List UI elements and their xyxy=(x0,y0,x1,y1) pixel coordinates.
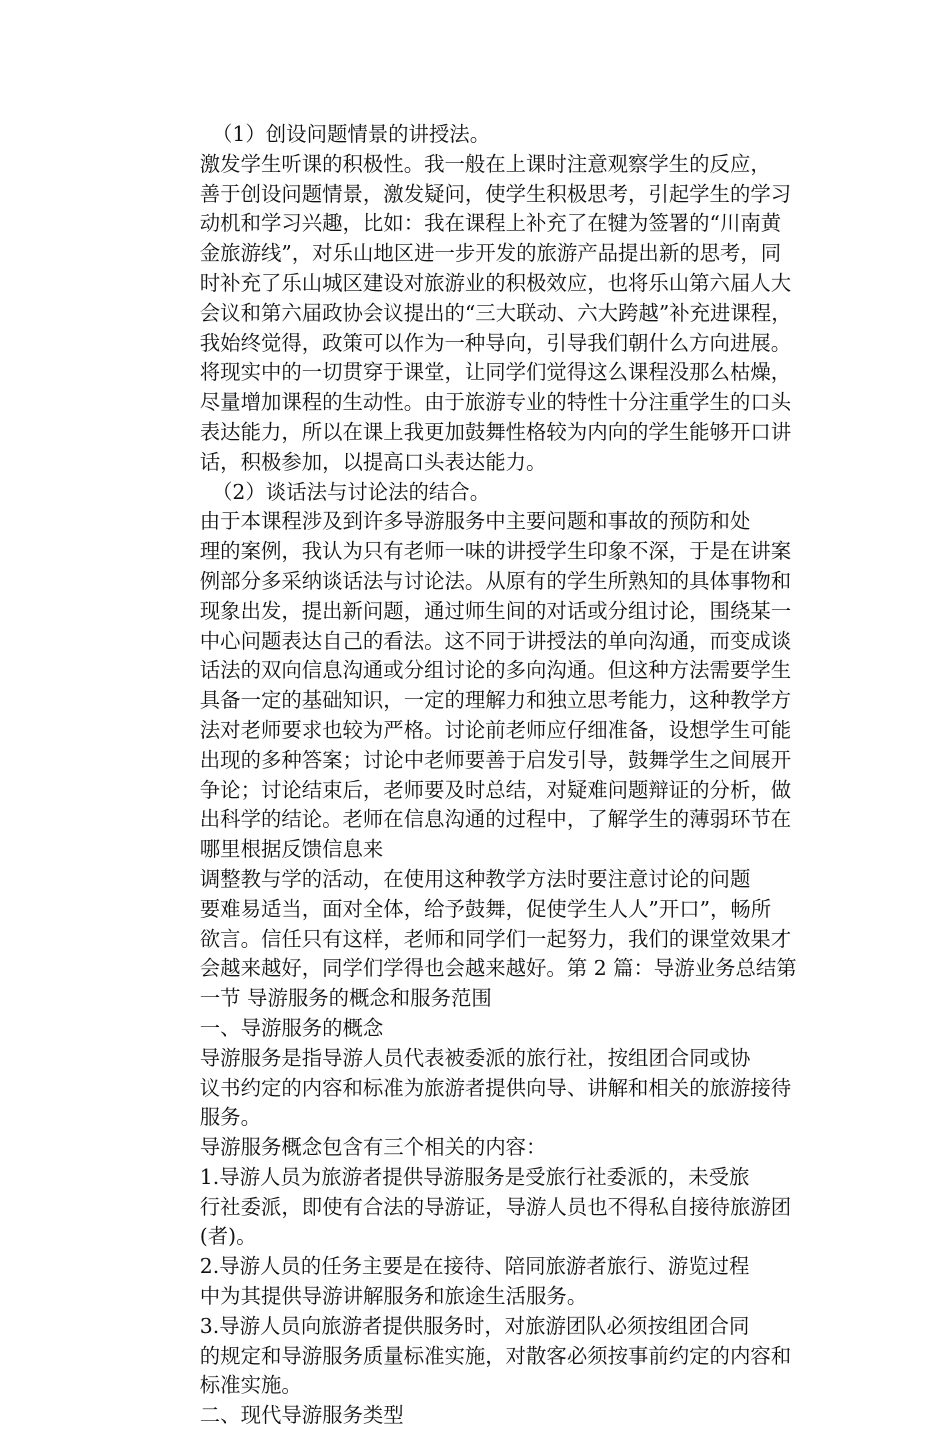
text-line: 出现的多种答案；讨论中老师要善于启发引导，鼓舞学生之间展开 xyxy=(199,747,792,772)
text-line: 话法的双向信息沟通或分组讨论的多向沟通。但这种方法需要学生 xyxy=(199,658,792,683)
text-line: 一、导游服务的概念 xyxy=(199,1015,384,1040)
text-line: 会越来越好，同学们学得也会越来越好。第 2 篇：导游业务总结第 xyxy=(199,956,797,981)
text-line: 现象出发，提出新问题，通过师生间的对话或分组讨论，围绕某一 xyxy=(199,598,792,623)
text-line: 中为其提供导游讲解服务和旅途生活服务。 xyxy=(199,1284,588,1309)
text-line: 调整教与学的活动，在使用这种教学方法时要注意讨论的问题 xyxy=(199,866,751,891)
text-line: （2）谈话法与讨论法的结合。 xyxy=(212,479,491,504)
text-line: 标准实施。 xyxy=(199,1373,302,1398)
text-line: 法对老师要求也较为严格。讨论前老师应仔细准备，设想学生可能 xyxy=(199,717,792,742)
text-line: 中心问题表达自己的看法。这不同于讲授法的单向沟通，而变成谈 xyxy=(199,628,792,653)
text-line: 时补充了乐山城区建设对旅游业的积极效应，也将乐山第六届人大 xyxy=(199,270,792,295)
text-line: 服务。 xyxy=(199,1105,261,1130)
section-heading xyxy=(159,120,811,150)
text-line: 哪里根据反馈信息来 xyxy=(199,837,384,862)
text-line: 出科学的结论。老师在信息沟通的过程中，了解学生的薄弱环节在 xyxy=(199,807,792,832)
text-line: 话，积极参加，以提高口头表达能力。 xyxy=(199,449,547,474)
text-line: 导游服务是指导游人员代表被委派的旅行社，按组团合同或协 xyxy=(199,1045,751,1070)
text-line: 导游服务概念包含有三个相关的内容： xyxy=(199,1135,547,1160)
text-line: (者)。 xyxy=(199,1224,257,1249)
text-line: 善于创设问题情景，激发疑问，使学生积极思考，引起学生的学习 xyxy=(199,181,792,206)
text-line: 理的案例，我认为只有老师一味的讲授学生印象不深，于是在讲案 xyxy=(199,539,792,564)
text-line: 表达能力，所以在课上我更加鼓舞性格较为内向的学生能够开口讲 xyxy=(199,419,792,444)
body-paragraph xyxy=(159,1014,811,1044)
text-line: 一节 导游服务的概念和服务范围 xyxy=(199,986,492,1011)
section-heading xyxy=(159,478,811,508)
body-paragraph xyxy=(159,1401,811,1431)
text-line: 的规定和导游服务质量标准实施，对散客必须按事前约定的内容和 xyxy=(199,1343,792,1368)
text-line: 1.导游人员为旅游者提供导游服务是受旅行社委派的，未受旅 xyxy=(199,1164,750,1189)
body-paragraph xyxy=(159,150,811,478)
body-paragraph xyxy=(159,865,811,1014)
body-paragraph xyxy=(159,1044,811,1133)
text-line: 具备一定的基础知识，一定的理解力和独立思考能力，这种教学方 xyxy=(199,688,792,713)
text-line: 动机和学习兴趣，比如：我在课程上补充了在犍为签署的“川南黄 xyxy=(199,211,782,236)
text-line: 要难易适当，面对全体，给予鼓舞，促使学生人人”开口”，畅所 xyxy=(199,896,772,921)
text-line: 尽量增加课程的生动性。由于旅游专业的特性十分注重学生的口头 xyxy=(199,390,792,415)
text-line: 将现实中的一切贯穿于课堂，让同学们觉得这么课程没那么枯燥， xyxy=(199,360,792,385)
body-paragraph xyxy=(159,507,811,865)
text-line: 行社委派，即使有合法的导游证，导游人员也不得私自接待旅游团 xyxy=(199,1194,792,1219)
body-paragraph xyxy=(159,1252,811,1312)
text-line: 激发学生听课的积极性。我一般在上课时注意观察学生的反应， xyxy=(199,151,771,176)
text-line: 欲言。信任只有这样，老师和同学们一起努力，我们的课堂效果才 xyxy=(199,926,792,951)
text-line: 3.导游人员向旅游者提供服务时，对旅游团队必须按组团合同 xyxy=(199,1313,750,1338)
body-paragraph xyxy=(159,1312,811,1401)
text-line: 金旅游线”，对乐山地区进一步开发的旅游产品提出新的思考，同 xyxy=(199,241,782,266)
text-line: 由于本课程涉及到许多导游服务中主要问题和事故的预防和处 xyxy=(199,509,751,534)
text-line: 争论；讨论结束后，老师要及时总结，对疑难问题辩证的分析，做 xyxy=(199,777,792,802)
body-paragraph xyxy=(159,1163,811,1252)
body-paragraph xyxy=(159,1133,811,1163)
text-line: 议书约定的内容和标准为旅游者提供向导、讲解和相关的旅游接待 xyxy=(199,1075,792,1100)
document-page xyxy=(159,120,811,1431)
text-line: 二、现代导游服务类型 xyxy=(199,1403,404,1428)
text-line: 例部分多采纳谈话法与讨论法。从原有的学生所熟知的具体事物和 xyxy=(199,568,792,593)
text-line: 2.导游人员的任务主要是在接待、陪同旅游者旅行、游览过程 xyxy=(199,1254,750,1279)
text-line: 会议和第六届政协会议提出的“三大联动、六大跨越”补充进课程， xyxy=(199,300,792,325)
text-line: （1）创设问题情景的讲授法。 xyxy=(212,122,491,146)
text-line: 我始终觉得，政策可以作为一种导向，引导我们朝什么方向进展。 xyxy=(199,330,792,355)
